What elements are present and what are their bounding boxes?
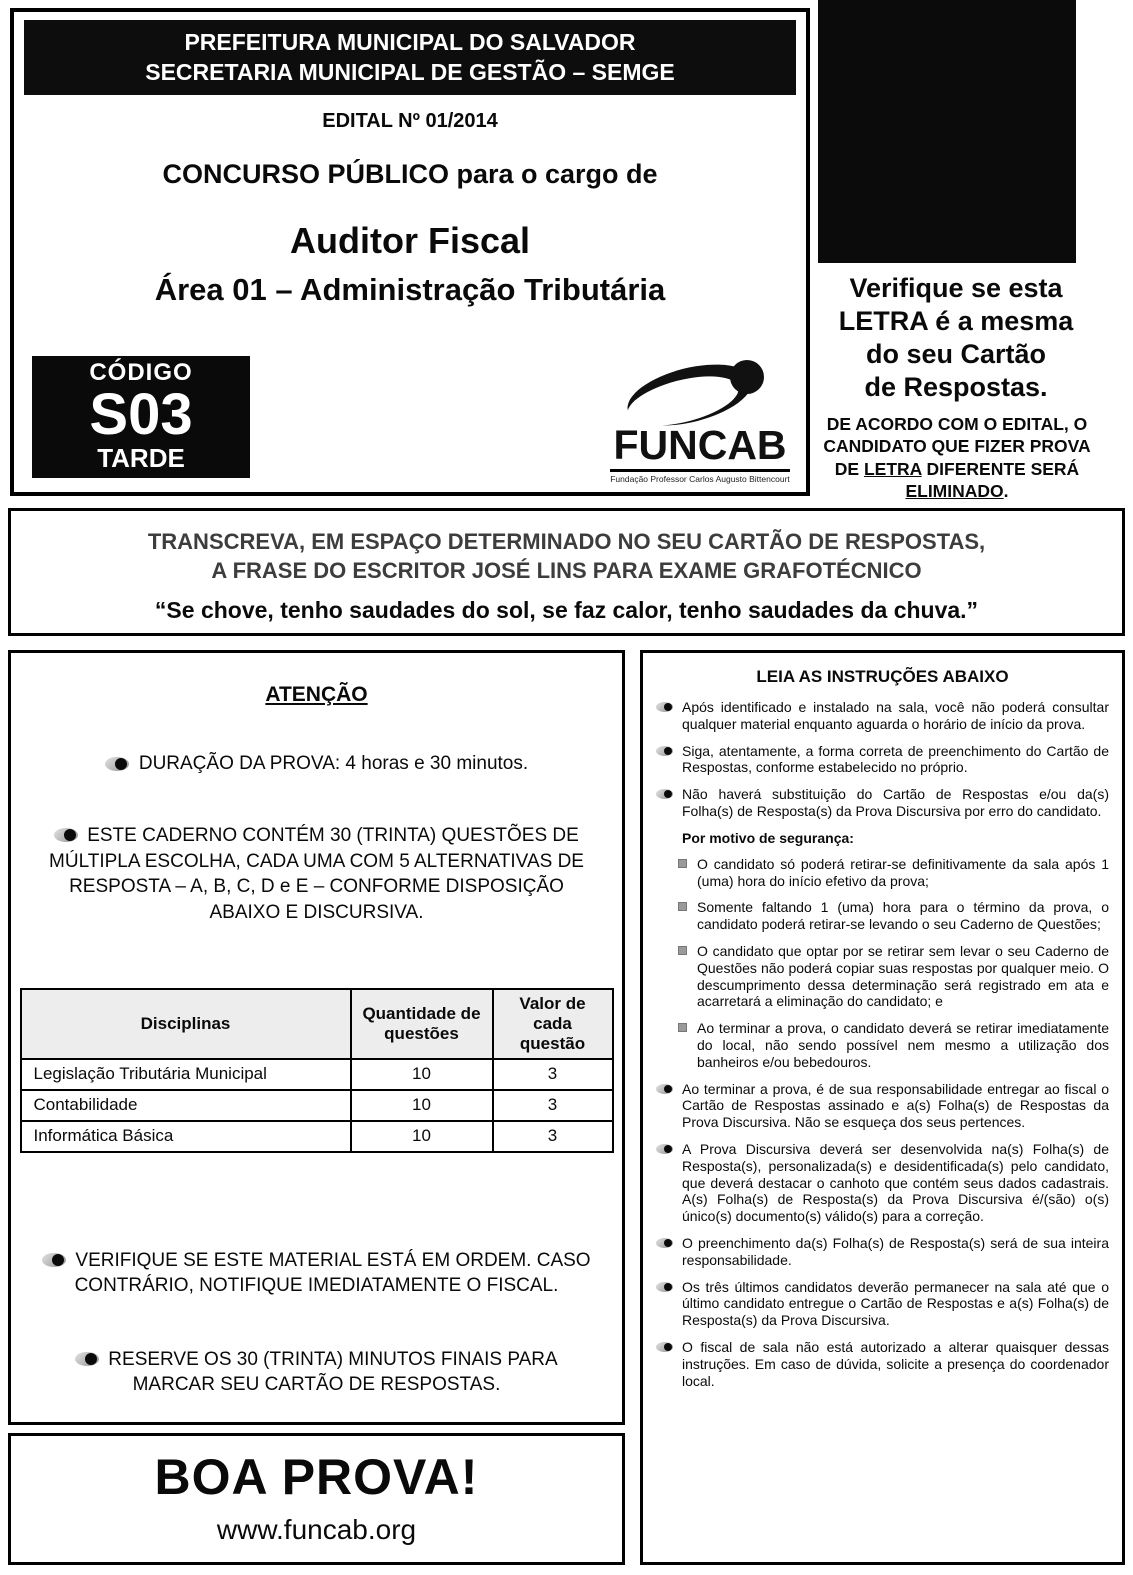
security-item-text: Somente faltando 1 (uma) hora para o término da prova, o candidato poderá retirar-se levando o seu Caderno de Questões; (697, 899, 1109, 933)
cell-value: 3 (493, 1090, 613, 1121)
notice-text: . (1003, 481, 1009, 502)
bullet-icon (75, 1352, 99, 1366)
instruction-item (656, 1141, 1109, 1225)
table-row (21, 1090, 613, 1121)
transcription-phrase: “Se chove, tenho saudades do sol, se faz calor, tenho saudades da chuva.” (154, 597, 979, 624)
organization-banner (24, 20, 796, 95)
cell-discipline: Informática Básica (21, 1121, 351, 1152)
instruction-text: Os três últimos candidatos deverão permanecer na sala até que o último candidato entregue o Cartão de Respostas e a(s) Folha(s) de Resposta(s) da Prova Discursiva. (682, 1278, 1109, 1329)
letter-elimination-notice (818, 413, 1096, 503)
instruction-text: Não haverá substituição do Cartão de Respostas e/ou da(s) Folha(s) de Resposta(s) da Prova Discursiva por erro do candidato. (682, 786, 1109, 819)
cell-discipline: Legislação Tributária Municipal (21, 1059, 351, 1090)
header-panel (10, 8, 810, 496)
instruction-item (656, 699, 1109, 733)
cell-quantity: 10 (351, 1059, 493, 1090)
funcab-logo-subtitle: Fundação Professor Carlos Augusto Bittencourt (610, 469, 790, 484)
cell-quantity: 10 (351, 1121, 493, 1152)
transcription-panel (8, 508, 1125, 636)
column-header-valor: Valor de cada questão (493, 989, 613, 1059)
instruction-text: O fiscal de sala não está autorizado a alterar quaisquer dessas instruções. Em caso de dúvida, solicite a presença do coordenador local. (682, 1338, 1109, 1389)
funcab-logo (610, 355, 790, 484)
instruction-text: Siga, atentamente, a forma correta de preenchimento do Cartão de Respostas, conforme estabelecido no próprio. (682, 742, 1109, 776)
column-header-disciplinas: Disciplinas (21, 989, 351, 1059)
bullet-icon (656, 746, 673, 756)
bullet-icon (656, 1238, 673, 1248)
bullet-icon (105, 757, 129, 771)
security-item-text: O candidato que optar por se retirar sem levar o seu Caderno de Questões não poderá copiar suas respostas por qualquer meio. O descumprimento dessa determinação será registrado em ata e acarretará a eliminação do candidato; e (697, 942, 1109, 1010)
attention-item (11, 753, 622, 775)
instructions-panel (640, 650, 1125, 1565)
security-item (678, 856, 1109, 890)
subjects-table (20, 988, 614, 1153)
square-bullet-icon (678, 859, 687, 868)
bullet-icon (656, 1144, 673, 1154)
good-luck-message: BOA PROVA! (154, 1449, 479, 1505)
attention-item-text: DURAÇÃO DA PROVA: 4 horas e 30 minutos. (138, 753, 529, 774)
security-item (678, 899, 1109, 933)
transcription-line1: TRANSCREVA, EM ESPAÇO DETERMINADO NO SEU CARTÃO DE RESPOSTAS, (147, 529, 986, 554)
letter-verification-headline (806, 272, 1106, 404)
square-bullet-icon (678, 902, 687, 911)
notice-underlined-eliminado: ELIMINADO (905, 481, 1004, 502)
security-item (678, 1020, 1109, 1070)
bullet-icon (656, 1282, 673, 1292)
cell-quantity: 10 (351, 1090, 493, 1121)
bullet-icon (54, 828, 78, 842)
cell-value: 3 (493, 1059, 613, 1090)
code-box (32, 356, 250, 478)
position-title: Auditor Fiscal (289, 219, 531, 261)
instruction-item (656, 1279, 1109, 1329)
letter-headline-line: Verifique se esta (849, 273, 1063, 303)
bullet-icon (656, 1342, 673, 1352)
notice-text: DIFERENTE SERÁ (921, 458, 1080, 479)
instructions-title: LEIA AS INSTRUÇÕES ABAIXO (756, 667, 1009, 686)
instruction-text: A Prova Discursiva deverá ser desenvolvida na(s) Folha(s) de Resposta(s), personalizada(s) e desidentificada(s) pelo candidato, que deverá destacar o canhoto que contém seus dados cadastrais. A(s) Folha(s) de Resposta(s) da Prova Discursiva é/(são) o(s) único(s) documento(s) válido(s) para a correção. (682, 1140, 1109, 1225)
organization-line1: PREFEITURA MUNICIPAL DO SALVADOR (184, 29, 636, 55)
code-value: S03 (89, 382, 193, 448)
bullet-icon (656, 702, 673, 712)
table-row (21, 1059, 613, 1090)
footer-panel (8, 1433, 625, 1565)
security-item-text: Ao terminar a prova, o candidato deverá se retirar imediatamente do local, não sendo possível nem mesmo a utilização dos banheiros e/ou bebedouros. (697, 1020, 1109, 1070)
edital-number: EDITAL Nº 01/2014 (322, 109, 498, 132)
attention-item-text: ESTE CADERNO CONTÉM 30 (TRINTA) QUESTÕES DE MÚLTIPLA ESCOLHA, CADA UMA COM 5 ALTERNATIVAS DE RESPOSTA – A, B, C, D e E – CONFORME DISPOSIÇÃO ABAIXO E DISCURSIVA. (49, 825, 584, 923)
cell-discipline: Contabilidade (21, 1090, 351, 1121)
letter-headline-line: de Respostas. (864, 371, 1048, 402)
notice-text: DE ACORDO COM O EDITAL, O CANDIDATO QUE FIZER PROVA DE (823, 414, 1091, 479)
attention-title: ATENÇÃO (265, 683, 368, 706)
security-heading: Por motivo de segurança: (682, 829, 854, 846)
instruction-item (656, 1339, 1109, 1389)
attention-item-text: VERIFIQUE SE ESTE MATERIAL ESTÁ EM ORDEM. CASO CONTRÁRIO, NOTIFIQUE IMEDIATAMENTE O FISCAL. (74, 1249, 591, 1297)
letter-headline-line: do seu Cartão (865, 338, 1047, 369)
attention-item (11, 823, 622, 926)
attention-item (11, 1347, 622, 1398)
instruction-item (656, 1081, 1109, 1131)
security-item-text: O candidato só poderá retirar-se definitivamente da sala após 1 (uma) hora do início efetivo da prova; (697, 855, 1109, 889)
code-label: CÓDIGO (89, 358, 193, 386)
letter-headline-line: LETRA é a mesma (838, 305, 1074, 336)
notice-underlined-letra: LETRA (863, 458, 922, 479)
website-text: www.funcab.org (216, 1514, 417, 1545)
square-bullet-icon (678, 946, 687, 955)
attention-item-text: RESERVE OS 30 (TRINTA) MINUTOS FINAIS PARA MARCAR SEU CARTÃO DE RESPOSTAS. (108, 1348, 558, 1396)
instruction-text: Ao terminar a prova, é de sua responsabilidade entregar ao fiscal o Cartão de Respostas assinado e a(s) Folha(s) de Respostas da Prova Discursiva. Não se esqueça dos seus pertences. (682, 1080, 1109, 1131)
square-bullet-icon (678, 1023, 687, 1032)
organization-line2: SECRETARIA MUNICIPAL DE GESTÃO – SEMGE (145, 59, 675, 86)
bullet-icon (42, 1253, 66, 1267)
cell-value: 3 (493, 1121, 613, 1152)
area-title: Área 01 – Administração Tributária (154, 271, 666, 307)
instruction-item (656, 743, 1109, 777)
table-row (21, 1121, 613, 1152)
security-list (678, 856, 1109, 1071)
bullet-icon (656, 1084, 673, 1094)
attention-panel (8, 650, 625, 1425)
instruction-item (656, 1235, 1109, 1269)
security-item (678, 943, 1109, 1010)
instruction-text: O preenchimento da(s) Folha(s) de Resposta(s) será de sua inteira responsabilidade. (682, 1234, 1109, 1268)
instruction-text: Após identificado e instalado na sala, você não poderá consultar qualquer material enquanto aguarda o horário de início da prova. (682, 699, 1109, 732)
funcab-logo-icon (615, 355, 785, 431)
attention-item (11, 1248, 622, 1299)
table-header-row (21, 989, 613, 1059)
code-period: TARDE (97, 443, 185, 474)
instruction-item (656, 786, 1109, 820)
letter-display-block (818, 0, 1076, 263)
bullet-icon (656, 789, 673, 799)
concurso-title: CONCURSO PÚBLICO para o cargo de (162, 158, 658, 189)
column-header-quantidade: Quantidade de questões (351, 989, 493, 1059)
transcription-line2: A FRASE DO ESCRITOR JOSÉ LINS PARA EXAME GRAFOTÉCNICO (211, 558, 922, 584)
funcab-logo-text: FUNCAB (613, 422, 787, 468)
